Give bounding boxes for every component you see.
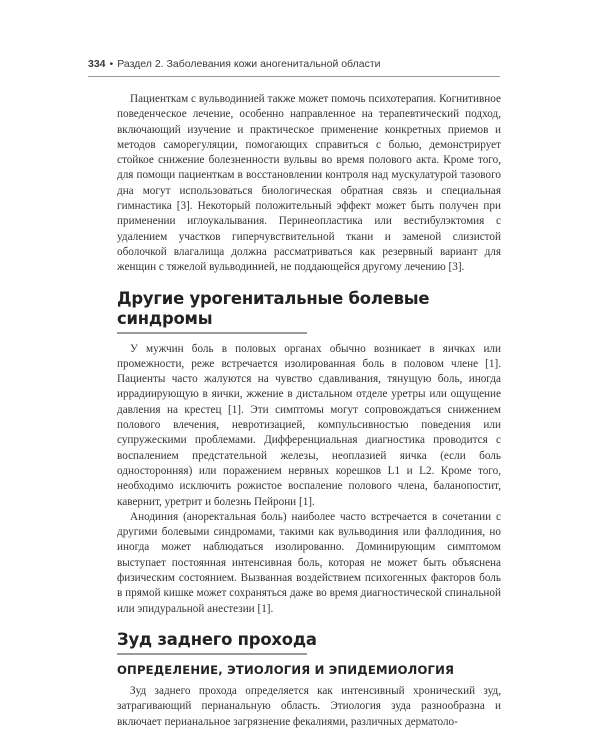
running-title: Раздел 2. Заболевания кожи аногенитальной области (117, 58, 381, 70)
subsection-heading-definition: ОПРЕДЕЛЕНИЕ, ЭТИОЛОГИЯ И ЭПИДЕМИОЛОГИЯ (117, 662, 455, 677)
page-number: 334 (88, 58, 106, 70)
paragraph-male-genital-pain: У мужчин боль в половых органах обычно возникает в яичках или промежности, реже встречается изолированная боль в половом члене [1]. Пациенты часто жалуются на чувство сдавливания, тянущую боль, иногда иррадиирующую в яички, жжение в дистальном отделе уретры или ощущение давления на крестец [1]. Эти симптомы могут сопровождаться снижением полового влечения, невротизацией, компульсивностью поведения или супружескими проблемами. Дифференциальная диагностика проводится с воспалением предстательной железы, неоплазией яичка (если боль односторонняя) или поражением нервных корешков L1 и L2. Кроме того, необходимо исключить рожистое воспаление полового члена, баланопостит, кавернит, уретрит и болезнь Пейрони [1]. (117, 342, 501, 508)
section-rule (117, 332, 307, 334)
paragraph-pruritus-definition: Зуд заднего прохода определяется как интенсивный хронический зуд, затрагивающий перианальную область. Этиология зуда разнообразна и включает перианальное загрязнение фекалиями, различных дерматоло- (117, 684, 501, 728)
text-column (117, 92, 501, 730)
section-heading-urogenital: Другие урогенитальные болевые синдромы (117, 288, 430, 328)
section-heading-pruritus-ani: Зуд заднего прохода (117, 629, 317, 649)
running-header (88, 58, 488, 70)
header-bullet: • (109, 58, 114, 70)
header-rule (88, 76, 500, 77)
paragraph-psychotherapy: Пациенткам с вульводинией также может помочь психотерапия. Когнитивное поведенческое лечение, особенно направленное на терапевтический подход, включающий изучение и практическое применение конкретных приемов и методов саморегуляции, помогающих справиться с болью, демонстрирует стойкое снижение болезненности вульвы во время полового акта. Кроме того, для помощи пациенткам в восстановлении контроля над мускулатурой тазового дна могут использоваться биологическая обратная связь и специальная гимнастика [3]. Некоторый положительный эффект может быть получен при применении иглоукалывания. Перинеопластика или вестибулэктомия с удалением участков гиперчувствительной ткани и заменой слизистой оболочкой влагалища должна рассматриваться как резервный вариант для женщин с тяжелой вульводинией, не поддающейся другому лечению [3]. (117, 93, 501, 274)
section-rule (117, 653, 307, 655)
paragraph-anodynia: Анодиния (аноректальная боль) наиболее часто встречается в сочетании с другими болевыми синдромами, такими как вульводиния или фаллодиния, но иногда может наблюдаться изолированно. Доминирующим симптомом выступает постоянная интенсивная боль, которая не может быть объяснена физическим состоянием. Вызванная воздействием психогенных факторов боль в прямой кишке может сохраняться даже во время диагностической спинальной или эпидуральной анестезии [1]. (117, 510, 501, 615)
